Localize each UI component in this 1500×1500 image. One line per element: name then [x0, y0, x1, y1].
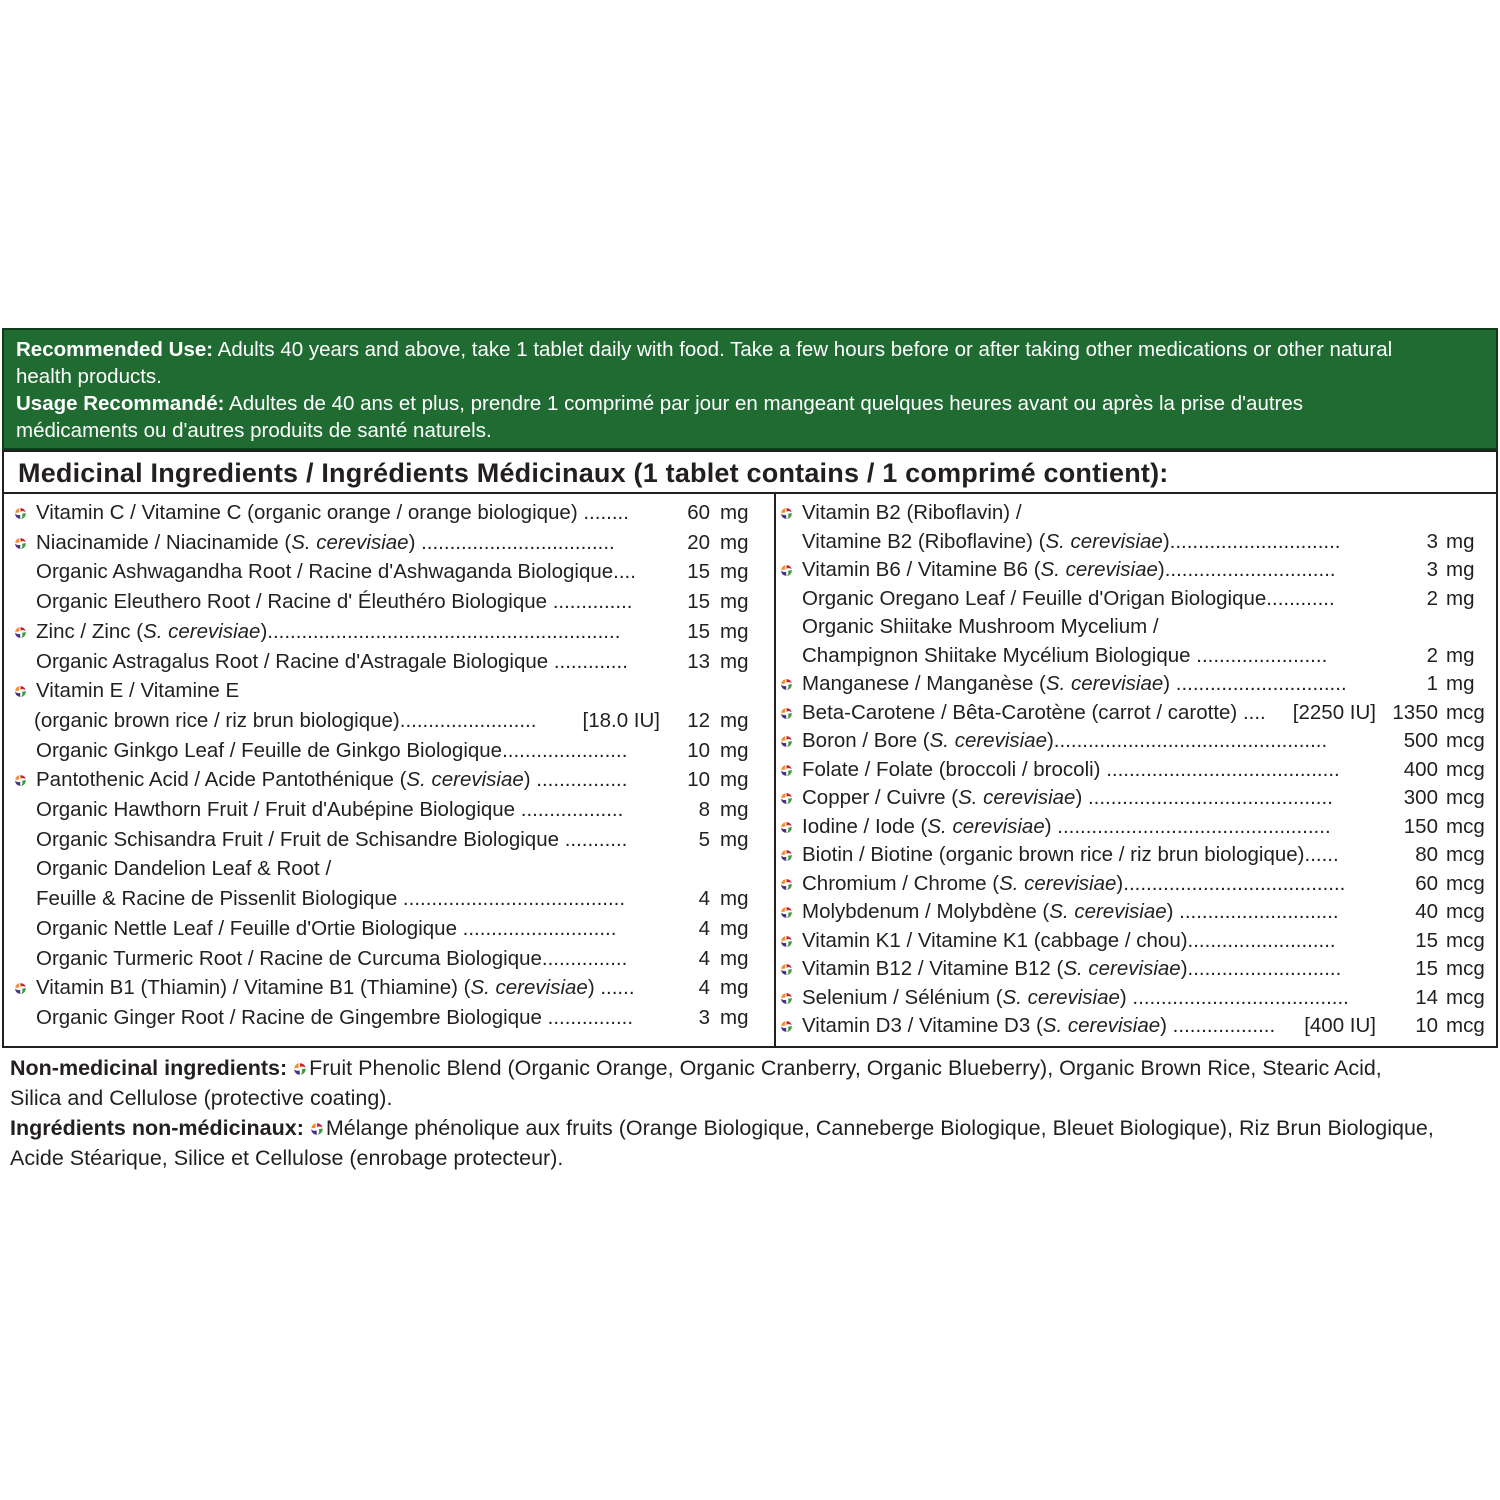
- ingredient-source-italic: S. cerevisiae: [1042, 1014, 1161, 1037]
- ingredient-name-text: Organic Oregano Leaf / Feuille d'Origan Biologique............: [802, 586, 1335, 610]
- recommended-use-en-line2: health products.: [16, 365, 162, 388]
- ingredient-name-text: Organic Nettle Leaf / Feuille d'Ortie Biologique ...........................: [36, 916, 617, 940]
- ingredient-unit: mcg: [1446, 1014, 1485, 1037]
- ingredient-name-leader: ) ..............................: [1163, 672, 1347, 695]
- ingredient-amount: 3: [698, 1005, 710, 1029]
- ingredient-unit: mcg: [1446, 985, 1485, 1009]
- ingredient-name-text: Vitamin C / Vitamine C (organic orange / orange biologique) ........: [36, 501, 629, 524]
- ingredient-name-leader: ) ................: [523, 768, 628, 792]
- ingredient-source-italic: S. cerevisiae: [1049, 900, 1167, 923]
- ingredient-amount: 12: [687, 708, 710, 732]
- ingredient-unit: mg: [720, 946, 749, 970]
- ingredient-amount: 3: [1426, 529, 1438, 553]
- ingredient-name-leader: ) ......: [587, 976, 635, 1000]
- ingredient-amount: 10: [687, 738, 710, 762]
- ingredient-name-text: Copper / Cuivre (: [802, 786, 959, 809]
- ingredient-unit: mg: [1446, 586, 1475, 610]
- ingredient-name-text: Vitamin B2 (Riboflavin) /: [802, 501, 1022, 524]
- recommended-use-fr-label: Usage Recommandé:: [16, 392, 225, 415]
- ingredient-unit: mg: [720, 649, 749, 673]
- ingredient-unit: mcg: [1446, 928, 1485, 952]
- ingredient-row: [4, 954, 1496, 984]
- ingredient-name-text: Vitamin B12 / Vitamine B12 (: [802, 957, 1064, 980]
- ingredient-name-text: Vitamin B1 (Thiamin) / Vitamine B1 (Thiamine) (: [36, 976, 471, 1000]
- ingredient-name: [802, 498, 1500, 528]
- ingredient-source-italic: S. cerevisiae: [927, 814, 1045, 838]
- ingredient-source-italic: S. cerevisiae: [1002, 985, 1120, 1009]
- ingredient-amount: 3: [1426, 558, 1438, 581]
- ingredient-source-italic: S. cerevisiae: [958, 786, 1076, 809]
- ingredient-unit: mg: [1446, 672, 1475, 695]
- recommended-use-fr-line1: Usage Recommandé: Adultes de 40 ans et plus, prendre 1 comprimé par jour en mangeant quelques heures avant ou après la prise d'autres: [16, 392, 1304, 415]
- ingredient-name-text: Pantothenic Acid / Acide Pantothénique (: [36, 768, 407, 792]
- ingredient-amount: 2: [1426, 586, 1438, 610]
- ingredient-name: [802, 584, 1374, 614]
- ingredient-row: [4, 897, 1496, 927]
- fruit-phenolic-blend-icon: [310, 1122, 324, 1136]
- ingredient-unit: mg: [720, 530, 749, 554]
- ingredient-amount: 40: [1415, 900, 1438, 923]
- ingredient-row: [4, 926, 1496, 956]
- non-medicinal-fr-line1: Ingrédients non-médicinaux: Mélange phénolique aux fruits (Orange Biologique, Canneberge Biologique, Bleuet Biologique), Riz Brun Biologique,: [10, 1116, 1434, 1140]
- ingredient-amount: 500: [1403, 729, 1438, 752]
- ingredient-source-italic: S. cerevisiae: [1045, 529, 1163, 553]
- ingredient-unit: mg: [720, 1005, 749, 1029]
- ingredient-name: [802, 669, 1374, 699]
- non-medicinal-en-line1: Non-medicinal ingredients: Fruit Phenolic Blend (Organic Orange, Organic Cranberry, Organic Blueberry), Organic Brown Rice, Stearic Acid,: [10, 1056, 1382, 1080]
- ingredient-iu: [2250 IU]: [1292, 700, 1376, 724]
- ingredient-amount: 4: [698, 887, 710, 911]
- ingredient-name-text: Beta-Carotene / Bêta-Carotène (carrot / carotte) ....: [802, 700, 1266, 724]
- ingredient-unit: mg: [1446, 529, 1475, 553]
- ingredient-unit: mcg: [1446, 871, 1485, 895]
- ingredient-name-leader: ) ......................................: [1119, 985, 1349, 1009]
- ingredient-name: [802, 812, 1374, 842]
- fruit-phenolic-blend-icon: [780, 821, 793, 834]
- ingredient-name-text: Organic Ginkgo Leaf / Feuille de Ginkgo Biologique......................: [36, 738, 628, 762]
- ingredient-name: [802, 527, 1374, 557]
- ingredient-unit: mcg: [1446, 786, 1485, 809]
- ingredient-name-text: Vitamin E / Vitamine E: [36, 679, 240, 703]
- ingredient-unit: mcg: [1446, 843, 1485, 866]
- ingredient-amount: 1350: [1392, 700, 1438, 724]
- ingredient-name-text: Selenium / Sélénium (: [802, 985, 1003, 1009]
- ingredient-unit: mcg: [1446, 729, 1485, 752]
- ingredient-row: [4, 527, 1496, 557]
- ingredient-unit: mg: [1446, 558, 1475, 581]
- ingredient-source-italic: S. cerevisiae: [999, 871, 1117, 895]
- ingredient-name-text: Organic Shiitake Mushroom Mycelium /: [802, 615, 1159, 638]
- recommended-use-fr-line2: médicaments ou d'autres produits de santé naturels.: [16, 419, 492, 442]
- ingredient-row: [4, 498, 1496, 528]
- fruit-phenolic-blend-icon: [780, 707, 793, 720]
- ingredient-unit: mg: [720, 738, 749, 762]
- fruit-phenolic-blend-icon: [780, 507, 793, 520]
- ingredient-name-text: Iodine / Iode (: [802, 814, 928, 838]
- ingredient-name: [802, 641, 1374, 671]
- ingredient-amount: 60: [1415, 871, 1438, 895]
- ingredient-name: [802, 869, 1374, 899]
- ingredient-amount: 60: [687, 501, 710, 524]
- ingredient-unit: mg: [720, 501, 749, 524]
- ingredient-name-text: Organic Astragalus Root / Racine d'Astragale Biologique .............: [36, 649, 628, 673]
- ingredient-unit: mg: [720, 768, 749, 792]
- ingredient-name-text: Folate / Folate (broccoli / brocoli) .........................................: [802, 757, 1340, 781]
- ingredient-name-leader: ) ............................: [1166, 900, 1339, 923]
- ingredient-amount: 80: [1415, 843, 1438, 866]
- ingredient-source-italic: S. cerevisiae: [929, 729, 1047, 752]
- ingredient-row: [4, 1011, 1496, 1041]
- medicinal-ingredients-title: Medicinal Ingredients / Ingrédients Médicinaux (1 tablet contains / 1 comprimé contient):: [18, 458, 1169, 488]
- recommended-use-en-line1: Recommended Use: Adults 40 years and above, take 1 tablet daily with food. Take a few hours before or after taking other medications or other natural: [16, 338, 1393, 361]
- ingredient-unit: mg: [720, 827, 749, 851]
- ingredient-row: [4, 983, 1496, 1013]
- ingredient-unit: mg: [720, 887, 749, 911]
- fruit-phenolic-blend-icon: [780, 1020, 793, 1033]
- fruit-phenolic-blend-icon: [780, 935, 793, 948]
- ingredient-name-leader: )................................................: [1046, 729, 1328, 752]
- ingredient-unit: mg: [720, 619, 749, 643]
- recommended-use-panel: [2, 328, 1498, 450]
- ingredient-source-italic: S. cerevisiae: [1045, 672, 1164, 695]
- ingredient-name: [802, 783, 1374, 813]
- fruit-phenolic-blend-icon: [780, 849, 793, 862]
- ingredient-amount: 4: [698, 916, 710, 940]
- ingredient-name-leader: )..............................: [1162, 529, 1341, 553]
- ingredient-unit: mg: [720, 798, 749, 821]
- fruit-phenolic-blend-icon: [780, 764, 793, 777]
- title-divider: [4, 492, 1496, 494]
- ingredient-iu: [400 IU]: [1304, 1014, 1376, 1037]
- ingredient-amount: 14: [1415, 985, 1438, 1009]
- ingredient-name-leader: ) ...........................................: [1075, 786, 1333, 809]
- ingredient-amount: 300: [1403, 786, 1438, 809]
- ingredient-source-italic: S. cerevisiae: [143, 619, 261, 643]
- ingredient-amount: 10: [1415, 1014, 1438, 1037]
- fruit-phenolic-blend-icon: [293, 1062, 307, 1076]
- ingredient-name-text: Organic Ashwagandha Root / Racine d'Ashwaganda Biologique....: [36, 560, 636, 584]
- ingredient-amount: 20: [687, 530, 710, 554]
- ingredient-row: [4, 812, 1496, 842]
- ingredient-amount: 15: [687, 619, 710, 643]
- ingredient-name: [802, 698, 1281, 728]
- ingredient-source-italic: S. cerevisiae: [470, 976, 588, 1000]
- ingredient-name-leader: ) ................................................: [1044, 814, 1331, 838]
- ingredient-name-text: Vitamin K1 / Vitamine K1 (cabbage / chou)..........................: [802, 928, 1336, 952]
- ingredient-name-leader: )..............................................................: [260, 619, 621, 643]
- ingredient-name-text: Molybdenum / Molybdène (: [802, 900, 1050, 923]
- ingredient-unit: mg: [720, 590, 749, 614]
- ingredient-row: [4, 755, 1496, 785]
- ingredient-row: [4, 555, 1496, 585]
- ingredient-name-text: Biotin / Biotine (organic brown rice / riz brun biologique)......: [802, 843, 1339, 866]
- ingredient-amount: 15: [687, 560, 710, 584]
- ingredient-name: [802, 726, 1374, 756]
- ingredient-row: [4, 612, 1496, 642]
- ingredient-unit: mg: [720, 916, 749, 940]
- ingredient-amount: 4: [698, 946, 710, 970]
- ingredient-name: [802, 1011, 1291, 1041]
- ingredient-row: [4, 869, 1496, 899]
- ingredient-iu: [18.0 IU]: [582, 708, 660, 732]
- ingredient-name: [802, 954, 1374, 984]
- ingredient-amount: 4: [698, 976, 710, 1000]
- ingredient-row: [4, 726, 1496, 756]
- non-medicinal-en-line2: Silica and Cellulose (protective coating).: [10, 1086, 393, 1110]
- ingredient-name-leader: ) ..................................: [408, 530, 615, 554]
- fruit-phenolic-blend-icon: [780, 992, 793, 1005]
- ingredient-name-text: Vitamine B2 (Riboflavine) (: [802, 529, 1046, 553]
- ingredient-name: [802, 840, 1374, 870]
- ingredient-unit: mg: [720, 708, 749, 732]
- medicinal-ingredients-table: [2, 450, 1498, 1048]
- ingredient-source-italic: S. cerevisiae: [406, 768, 524, 792]
- ingredient-amount: 1: [1426, 672, 1438, 695]
- ingredient-row: [4, 698, 1496, 728]
- ingredient-amount: 15: [1415, 928, 1438, 952]
- ingredient-amount: 13: [687, 649, 710, 673]
- ingredient-unit: mcg: [1446, 814, 1485, 838]
- ingredient-name-text: Zinc / Zinc (: [36, 619, 144, 643]
- ingredient-amount: 15: [687, 590, 710, 614]
- ingredient-name-text: Organic Turmeric Root / Racine de Curcuma Biologique...............: [36, 946, 628, 970]
- ingredient-name: [802, 926, 1374, 956]
- ingredient-row: [4, 840, 1496, 870]
- non-medicinal-ingredients: [10, 1053, 1495, 1173]
- fruit-phenolic-blend-icon: [780, 564, 793, 577]
- ingredient-name: [802, 612, 1500, 642]
- ingredient-name: [802, 555, 1374, 585]
- ingredient-name-text: (organic brown rice / riz brun biologique)........................: [34, 708, 537, 732]
- ingredient-amount: 400: [1403, 757, 1438, 781]
- ingredient-name-text: Organic Hawthorn Fruit / Fruit d'Aubépine Biologique ..................: [36, 798, 624, 821]
- ingredient-source-italic: S. cerevisiae: [291, 530, 409, 554]
- ingredient-unit: mg: [720, 560, 749, 584]
- ingredient-name-leader: )...........................: [1180, 957, 1342, 980]
- non-medicinal-fr-line2: Acide Stéarique, Silice et Cellulose (enrobage protecteur).: [10, 1146, 564, 1170]
- ingredient-amount: 8: [698, 798, 710, 821]
- ingredient-amount: 10: [687, 768, 710, 792]
- ingredient-unit: mcg: [1446, 957, 1485, 980]
- ingredient-name-text: Organic Eleuthero Root / Racine d' Éleuthéro Biologique ..............: [36, 590, 633, 614]
- ingredient-name-leader: )..............................: [1157, 558, 1336, 581]
- ingredient-row: [4, 584, 1496, 614]
- ingredient-unit: mcg: [1446, 700, 1485, 724]
- ingredient-unit: mcg: [1446, 900, 1485, 923]
- ingredient-name-text: Chromium / Chrome (: [802, 871, 1000, 895]
- ingredient-unit: mg: [1446, 643, 1475, 667]
- ingredient-row: [4, 783, 1496, 813]
- ingredient-name-text: Niacinamide / Niacinamide (: [36, 530, 292, 554]
- recommended-use-en-label: Recommended Use:: [16, 338, 214, 361]
- ingredient-name-text: Feuille & Racine de Pissenlit Biologique .......................................: [36, 887, 626, 911]
- ingredient-name-text: Champignon Shiitake Mycélium Biologique .......................: [802, 643, 1328, 667]
- ingredient-name-text: Boron / Bore (: [802, 729, 930, 752]
- ingredient-name-text: Organic Schisandra Fruit / Fruit de Schisandre Biologique ...........: [36, 827, 628, 851]
- ingredient-name-text: Organic Dandelion Leaf & Root /: [36, 857, 332, 881]
- non-medicinal-en-label: Non-medicinal ingredients:: [10, 1056, 288, 1080]
- ingredient-amount: 150: [1403, 814, 1438, 838]
- ingredient-name: [802, 983, 1374, 1013]
- ingredient-name-text: Manganese / Manganèse (: [802, 672, 1046, 695]
- ingredient-amount: 2: [1426, 643, 1438, 667]
- non-medicinal-fr-label: Ingrédients non-médicinaux:: [10, 1116, 304, 1140]
- ingredient-row: [4, 669, 1496, 699]
- ingredient-name-text: Vitamin B6 / Vitamine B6 (: [802, 558, 1041, 581]
- fruit-phenolic-blend-icon: [780, 792, 793, 805]
- ingredient-source-italic: S. cerevisiae: [1063, 957, 1181, 980]
- ingredient-amount: 5: [698, 827, 710, 851]
- ingredient-amount: 15: [1415, 957, 1438, 980]
- ingredient-row: [4, 641, 1496, 671]
- ingredient-name-text: Vitamin D3 / Vitamine D3 (: [802, 1014, 1043, 1037]
- ingredient-name: [802, 897, 1374, 927]
- ingredient-name-text: Organic Ginger Root / Racine de Gingembre Biologique ...............: [36, 1005, 634, 1029]
- ingredient-name-leader: ).......................................: [1116, 871, 1346, 895]
- fruit-phenolic-blend-icon: [780, 963, 793, 976]
- fruit-phenolic-blend-icon: [780, 906, 793, 919]
- ingredient-unit: mcg: [1446, 757, 1485, 781]
- ingredient-unit: mg: [720, 976, 749, 1000]
- ingredient-source-italic: S. cerevisiae: [1040, 558, 1158, 581]
- fruit-phenolic-blend-icon: [780, 735, 793, 748]
- ingredient-name: [802, 755, 1374, 785]
- ingredient-name-leader: ) ..................: [1160, 1014, 1276, 1037]
- fruit-phenolic-blend-icon: [780, 878, 793, 891]
- fruit-phenolic-blend-icon: [780, 678, 793, 691]
